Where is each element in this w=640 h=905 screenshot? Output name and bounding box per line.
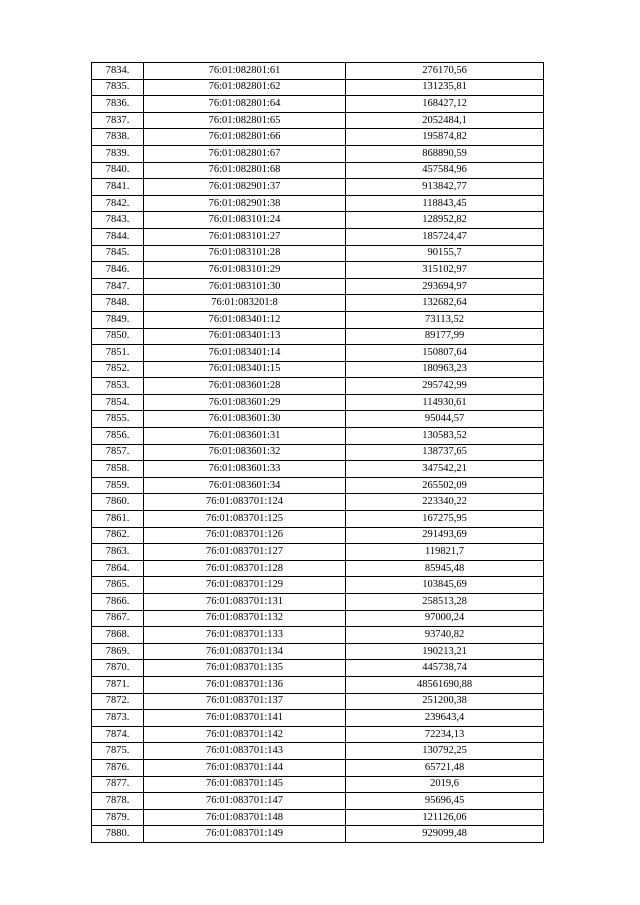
table-row bbox=[92, 560, 544, 577]
row-number-cell: 7855. bbox=[92, 411, 144, 428]
row-number-cell: 7870. bbox=[92, 660, 144, 677]
value-cell: 95696,45 bbox=[346, 793, 544, 810]
row-number-cell: 7872. bbox=[92, 693, 144, 710]
value-cell: 72234,13 bbox=[346, 726, 544, 743]
row-number-cell: 7879. bbox=[92, 809, 144, 826]
table-row bbox=[92, 96, 544, 113]
row-number-cell: 7847. bbox=[92, 278, 144, 295]
row-number-cell: 7873. bbox=[92, 710, 144, 727]
cadastral-number-cell: 76:01:083701:132 bbox=[144, 610, 346, 627]
table-row bbox=[92, 295, 544, 312]
cadastral-number-cell: 76:01:083701:128 bbox=[144, 560, 346, 577]
row-number-cell: 7867. bbox=[92, 610, 144, 627]
row-number-cell: 7857. bbox=[92, 444, 144, 461]
row-number-cell: 7862. bbox=[92, 527, 144, 544]
value-cell: 89177,99 bbox=[346, 328, 544, 345]
cadastral-number-cell: 76:01:083701:137 bbox=[144, 693, 346, 710]
cadastral-number-cell: 76:01:083401:15 bbox=[144, 361, 346, 378]
row-number-cell: 7839. bbox=[92, 145, 144, 162]
cadastral-number-cell: 76:01:082801:68 bbox=[144, 162, 346, 179]
table-row bbox=[92, 378, 544, 395]
value-cell: 118843,45 bbox=[346, 195, 544, 212]
table-row bbox=[92, 643, 544, 660]
row-number-cell: 7880. bbox=[92, 826, 144, 843]
table-row bbox=[92, 809, 544, 826]
row-number-cell: 7849. bbox=[92, 311, 144, 328]
row-number-cell: 7834. bbox=[92, 63, 144, 80]
value-cell: 457584,96 bbox=[346, 162, 544, 179]
table-row bbox=[92, 461, 544, 478]
table-row bbox=[92, 361, 544, 378]
value-cell: 445738,74 bbox=[346, 660, 544, 677]
cadastral-number-cell: 76:01:083401:12 bbox=[144, 311, 346, 328]
table-row bbox=[92, 394, 544, 411]
cadastral-number-cell: 76:01:083701:143 bbox=[144, 743, 346, 760]
value-cell: 65721,48 bbox=[346, 759, 544, 776]
row-number-cell: 7858. bbox=[92, 461, 144, 478]
cadastral-number-cell: 76:01:083701:131 bbox=[144, 594, 346, 611]
table-row bbox=[92, 511, 544, 528]
cadastral-number-cell: 76:01:083101:28 bbox=[144, 245, 346, 262]
value-cell: 150807,64 bbox=[346, 345, 544, 362]
value-cell: 291493,69 bbox=[346, 527, 544, 544]
row-number-cell: 7878. bbox=[92, 793, 144, 810]
table-row bbox=[92, 594, 544, 611]
table-row bbox=[92, 411, 544, 428]
cadastral-number-cell: 76:01:083101:29 bbox=[144, 262, 346, 279]
value-cell: 185724,47 bbox=[346, 228, 544, 245]
cadastral-number-cell: 76:01:083701:129 bbox=[144, 577, 346, 594]
value-cell: 114930,61 bbox=[346, 394, 544, 411]
cadastral-number-cell: 76:01:083401:14 bbox=[144, 345, 346, 362]
table-row bbox=[92, 743, 544, 760]
row-number-cell: 7866. bbox=[92, 594, 144, 611]
value-cell: 868890,59 bbox=[346, 145, 544, 162]
row-number-cell: 7864. bbox=[92, 560, 144, 577]
table-row bbox=[92, 195, 544, 212]
table-row bbox=[92, 245, 544, 262]
cadastral-number-cell: 76:01:082801:65 bbox=[144, 112, 346, 129]
cadastral-number-cell: 76:01:083601:31 bbox=[144, 428, 346, 445]
cadastral-number-cell: 76:01:083701:141 bbox=[144, 710, 346, 727]
row-number-cell: 7861. bbox=[92, 511, 144, 528]
table-row bbox=[92, 112, 544, 129]
cadastral-number-cell: 76:01:082801:67 bbox=[144, 145, 346, 162]
cadastral-number-cell: 76:01:083701:147 bbox=[144, 793, 346, 810]
cadastral-number-cell: 76:01:083601:33 bbox=[144, 461, 346, 478]
row-number-cell: 7871. bbox=[92, 676, 144, 693]
row-number-cell: 7853. bbox=[92, 378, 144, 395]
value-cell: 223340,22 bbox=[346, 494, 544, 511]
row-number-cell: 7846. bbox=[92, 262, 144, 279]
table-row bbox=[92, 577, 544, 594]
cadastral-number-cell: 76:01:083401:13 bbox=[144, 328, 346, 345]
value-cell: 929099,48 bbox=[346, 826, 544, 843]
value-cell: 2052484,1 bbox=[346, 112, 544, 129]
row-number-cell: 7859. bbox=[92, 477, 144, 494]
row-number-cell: 7868. bbox=[92, 627, 144, 644]
value-cell: 293694,97 bbox=[346, 278, 544, 295]
row-number-cell: 7860. bbox=[92, 494, 144, 511]
value-cell: 97000,24 bbox=[346, 610, 544, 627]
value-cell: 93740,82 bbox=[346, 627, 544, 644]
table-row bbox=[92, 627, 544, 644]
value-cell: 2019,6 bbox=[346, 776, 544, 793]
row-number-cell: 7869. bbox=[92, 643, 144, 660]
row-number-cell: 7842. bbox=[92, 195, 144, 212]
value-cell: 121126,06 bbox=[346, 809, 544, 826]
table-row bbox=[92, 494, 544, 511]
table-row bbox=[92, 179, 544, 196]
cadastral-number-cell: 76:01:083701:134 bbox=[144, 643, 346, 660]
table-row bbox=[92, 162, 544, 179]
value-cell: 132682,64 bbox=[346, 295, 544, 312]
value-cell: 251200,38 bbox=[346, 693, 544, 710]
value-cell: 103845,69 bbox=[346, 577, 544, 594]
table-row bbox=[92, 212, 544, 229]
table-row bbox=[92, 544, 544, 561]
value-cell: 128952,82 bbox=[346, 212, 544, 229]
table-row bbox=[92, 228, 544, 245]
table-row bbox=[92, 328, 544, 345]
cadastral-number-cell: 76:01:083101:30 bbox=[144, 278, 346, 295]
table-row bbox=[92, 793, 544, 810]
row-number-cell: 7854. bbox=[92, 394, 144, 411]
table-row bbox=[92, 527, 544, 544]
table-row bbox=[92, 776, 544, 793]
cadastral-number-cell: 76:01:082801:64 bbox=[144, 96, 346, 113]
value-cell: 130583,52 bbox=[346, 428, 544, 445]
row-number-cell: 7838. bbox=[92, 129, 144, 146]
row-number-cell: 7837. bbox=[92, 112, 144, 129]
value-cell: 913842,77 bbox=[346, 179, 544, 196]
row-number-cell: 7865. bbox=[92, 577, 144, 594]
value-cell: 347542,21 bbox=[346, 461, 544, 478]
cadastral-number-cell: 76:01:082901:37 bbox=[144, 179, 346, 196]
cadastral-number-cell: 76:01:083601:32 bbox=[144, 444, 346, 461]
cadastral-number-cell: 76:01:083601:29 bbox=[144, 394, 346, 411]
value-cell: 265502,09 bbox=[346, 477, 544, 494]
table-row bbox=[92, 676, 544, 693]
value-cell: 85945,48 bbox=[346, 560, 544, 577]
cadastral-number-cell: 76:01:082801:61 bbox=[144, 63, 346, 80]
value-cell: 48561690,88 bbox=[346, 676, 544, 693]
cadastral-number-cell: 76:01:083601:28 bbox=[144, 378, 346, 395]
table-row bbox=[92, 145, 544, 162]
row-number-cell: 7852. bbox=[92, 361, 144, 378]
table-row bbox=[92, 826, 544, 843]
value-cell: 295742,99 bbox=[346, 378, 544, 395]
cadastral-number-cell: 76:01:083701:149 bbox=[144, 826, 346, 843]
table-row bbox=[92, 278, 544, 295]
cadastral-number-cell: 76:01:083101:27 bbox=[144, 228, 346, 245]
cadastral-number-cell: 76:01:083701:135 bbox=[144, 660, 346, 677]
row-number-cell: 7844. bbox=[92, 228, 144, 245]
row-number-cell: 7863. bbox=[92, 544, 144, 561]
cadastral-number-cell: 76:01:083701:144 bbox=[144, 759, 346, 776]
row-number-cell: 7840. bbox=[92, 162, 144, 179]
row-number-cell: 7874. bbox=[92, 726, 144, 743]
table-row bbox=[92, 311, 544, 328]
table-row bbox=[92, 262, 544, 279]
row-number-cell: 7851. bbox=[92, 345, 144, 362]
cadastral-number-cell: 76:01:083201:8 bbox=[144, 295, 346, 312]
cadastral-number-cell: 76:01:083601:30 bbox=[144, 411, 346, 428]
table-row bbox=[92, 726, 544, 743]
row-number-cell: 7856. bbox=[92, 428, 144, 445]
value-cell: 239643,4 bbox=[346, 710, 544, 727]
row-number-cell: 7848. bbox=[92, 295, 144, 312]
cadastral-number-cell: 76:01:082801:66 bbox=[144, 129, 346, 146]
table-row bbox=[92, 477, 544, 494]
row-number-cell: 7850. bbox=[92, 328, 144, 345]
cadastral-number-cell: 76:01:083701:133 bbox=[144, 627, 346, 644]
cadastral-number-cell: 76:01:082801:62 bbox=[144, 79, 346, 96]
value-cell: 95044,57 bbox=[346, 411, 544, 428]
row-number-cell: 7841. bbox=[92, 179, 144, 196]
row-number-cell: 7835. bbox=[92, 79, 144, 96]
cadastral-number-cell: 76:01:083701:142 bbox=[144, 726, 346, 743]
row-number-cell: 7877. bbox=[92, 776, 144, 793]
value-cell: 315102,97 bbox=[346, 262, 544, 279]
cadastral-number-cell: 76:01:083701:124 bbox=[144, 494, 346, 511]
row-number-cell: 7876. bbox=[92, 759, 144, 776]
table-row bbox=[92, 610, 544, 627]
value-cell: 90155,7 bbox=[346, 245, 544, 262]
value-cell: 167275,95 bbox=[346, 511, 544, 528]
value-cell: 180963,23 bbox=[346, 361, 544, 378]
cadastral-number-cell: 76:01:083101:24 bbox=[144, 212, 346, 229]
value-cell: 73113,52 bbox=[346, 311, 544, 328]
cadastral-number-cell: 76:01:083701:145 bbox=[144, 776, 346, 793]
cadastral-number-cell: 76:01:083701:148 bbox=[144, 809, 346, 826]
table-row bbox=[92, 428, 544, 445]
table-body bbox=[92, 63, 544, 843]
value-cell: 190213,21 bbox=[346, 643, 544, 660]
cadastral-number-cell: 76:01:083701:126 bbox=[144, 527, 346, 544]
cadastral-number-cell: 76:01:083701:125 bbox=[144, 511, 346, 528]
cadastral-number-cell: 76:01:082901:38 bbox=[144, 195, 346, 212]
value-cell: 195874,82 bbox=[346, 129, 544, 146]
table-row bbox=[92, 660, 544, 677]
value-cell: 168427,12 bbox=[346, 96, 544, 113]
value-cell: 276170,56 bbox=[346, 63, 544, 80]
row-number-cell: 7836. bbox=[92, 96, 144, 113]
table-row bbox=[92, 63, 544, 80]
table-row bbox=[92, 345, 544, 362]
cadastral-value-table bbox=[91, 62, 544, 843]
table-row bbox=[92, 693, 544, 710]
value-cell: 119821,7 bbox=[346, 544, 544, 561]
table-row bbox=[92, 79, 544, 96]
row-number-cell: 7875. bbox=[92, 743, 144, 760]
value-cell: 130792,25 bbox=[346, 743, 544, 760]
row-number-cell: 7845. bbox=[92, 245, 144, 262]
table-row bbox=[92, 129, 544, 146]
value-cell: 131235,81 bbox=[346, 79, 544, 96]
row-number-cell: 7843. bbox=[92, 212, 144, 229]
cadastral-number-cell: 76:01:083701:136 bbox=[144, 676, 346, 693]
cadastral-number-cell: 76:01:083601:34 bbox=[144, 477, 346, 494]
cadastral-number-cell: 76:01:083701:127 bbox=[144, 544, 346, 561]
table-row bbox=[92, 759, 544, 776]
table-row bbox=[92, 444, 544, 461]
value-cell: 258513,28 bbox=[346, 594, 544, 611]
value-cell: 138737,65 bbox=[346, 444, 544, 461]
table-row bbox=[92, 710, 544, 727]
